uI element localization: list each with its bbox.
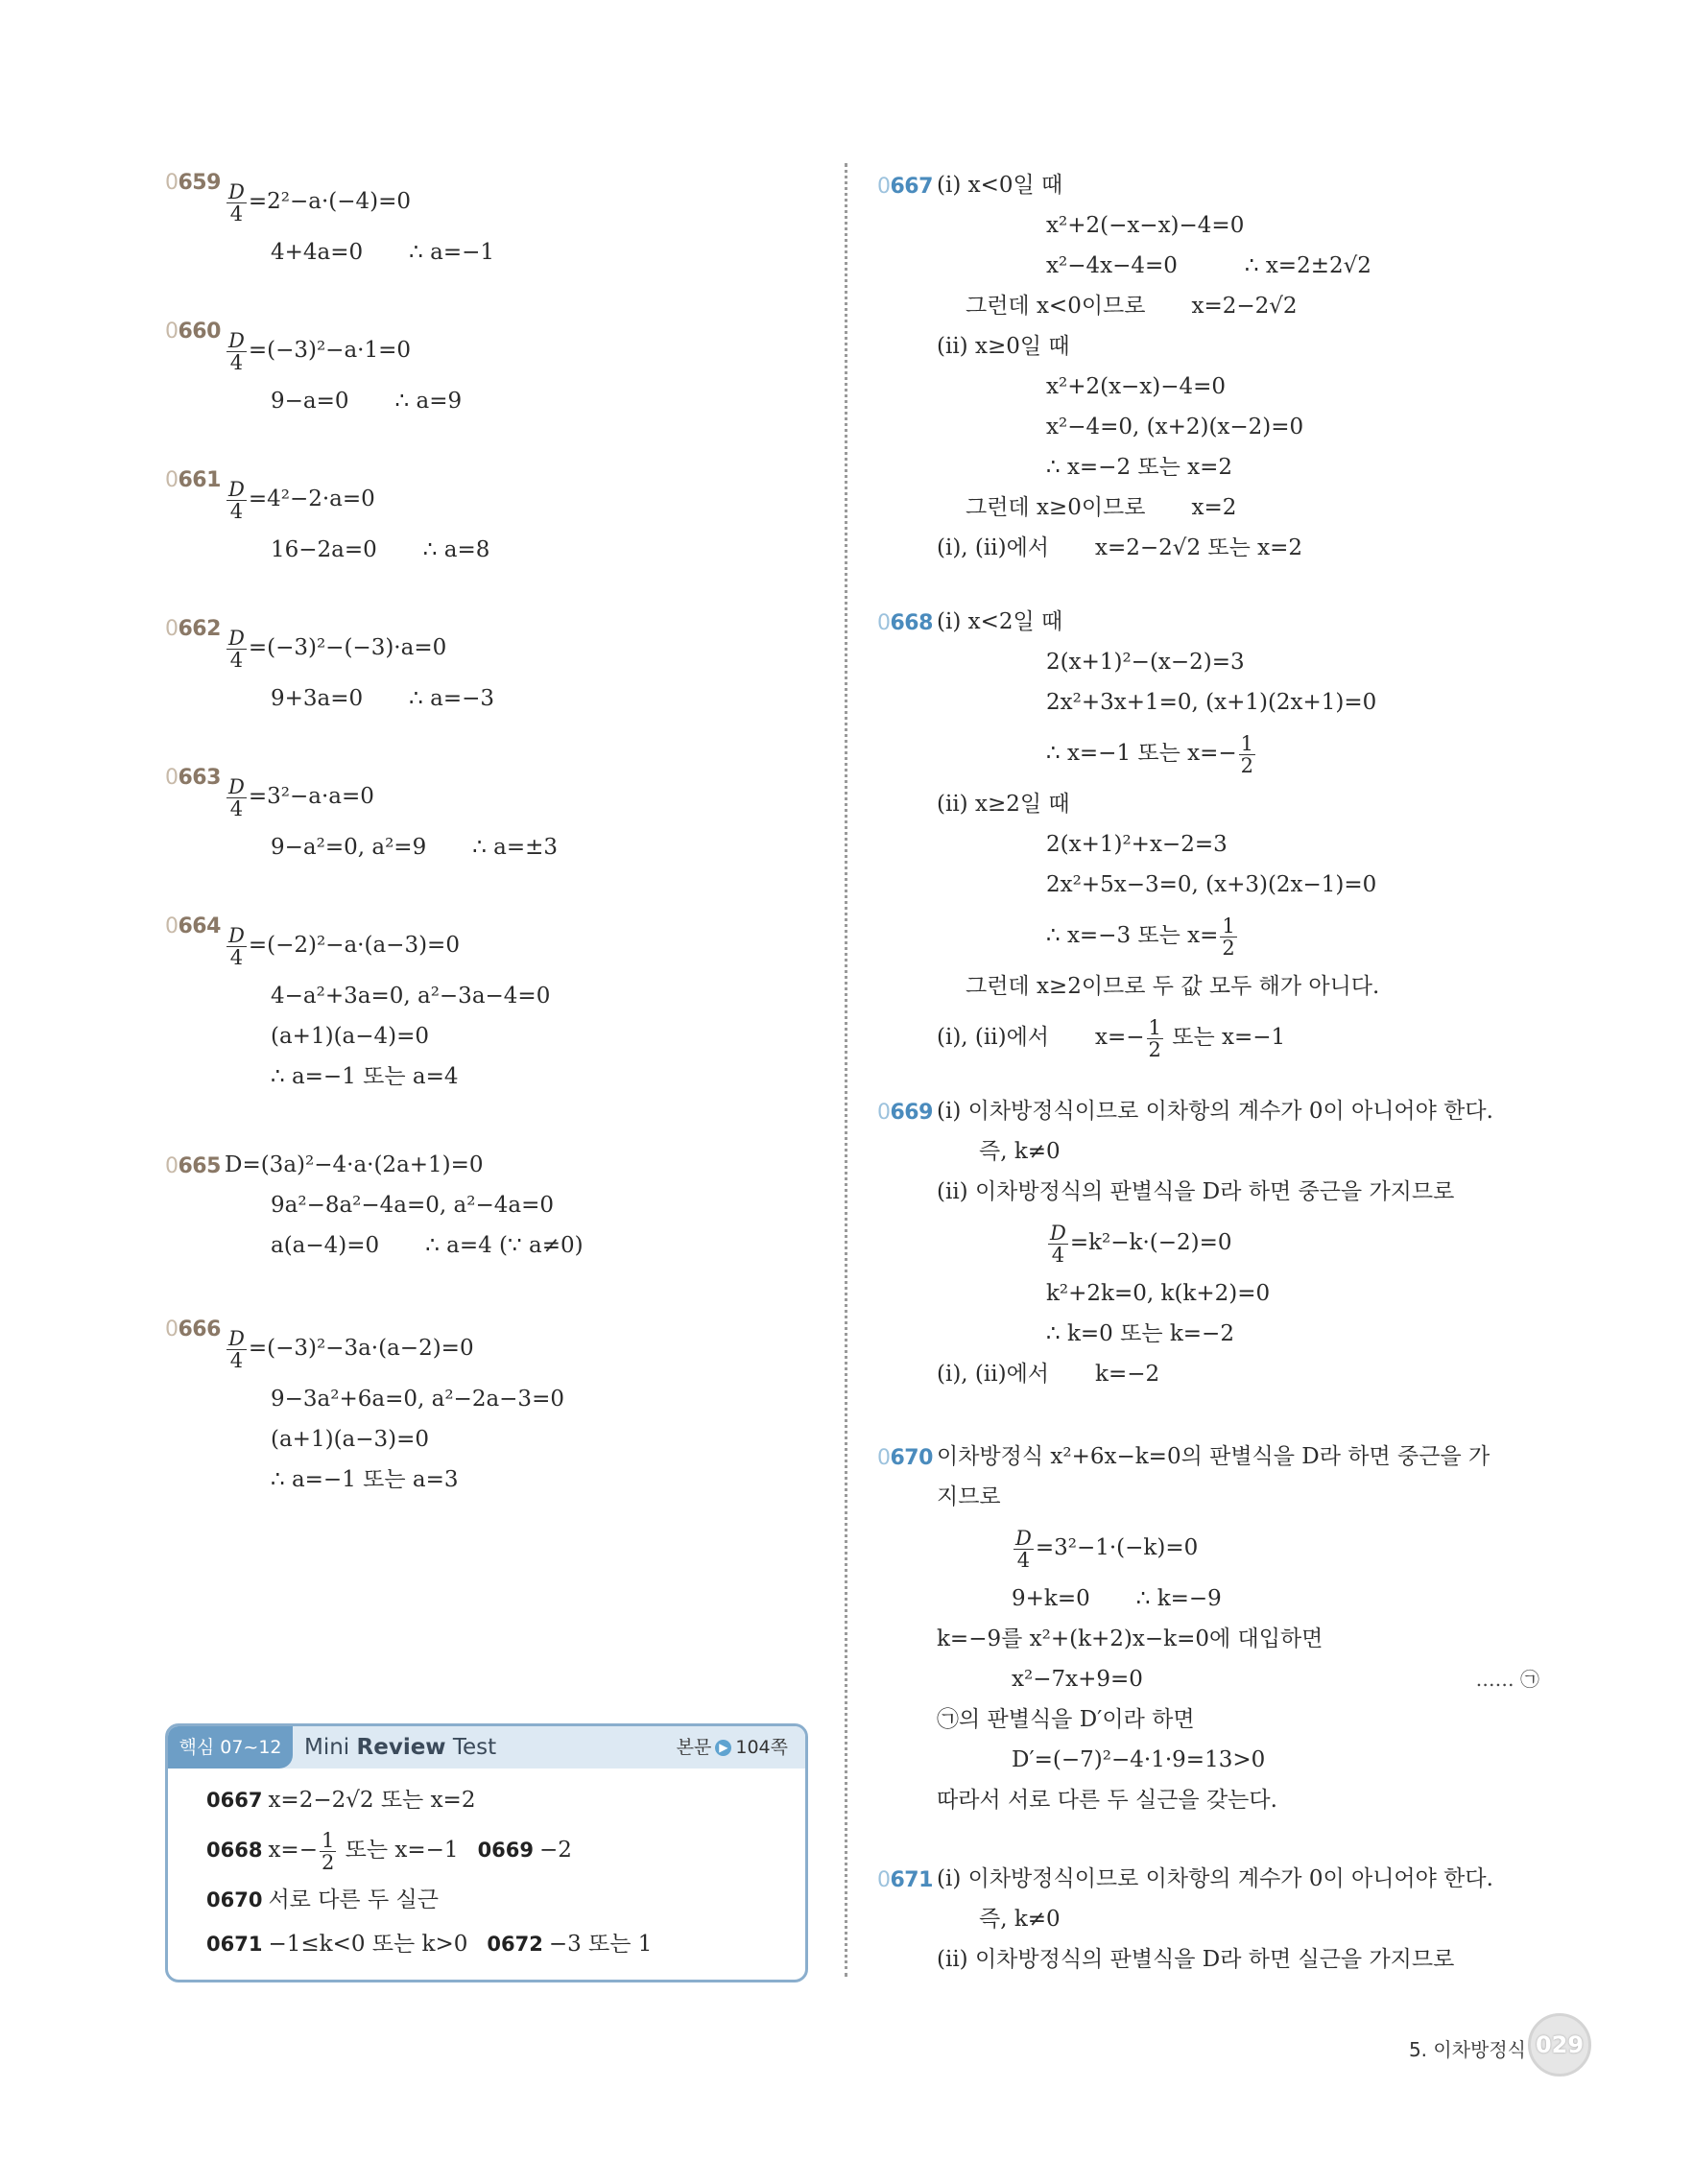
equation-line: 그런데 x<0이므로 x=2−2√2 [966,294,1298,319]
problem-0667 [877,165,1539,602]
problem-0666 [165,1318,827,1548]
equation-line: x²+2(−x−x)−4=0 [1046,213,1245,238]
equation-line: ∴ x=−2 또는 x=2 [1046,455,1233,480]
column-divider [845,163,847,1977]
equation-line: 9−a²=0, a²=9 ∴ a=±3 [271,835,559,860]
equation-line: (i) 이차방정식이므로 이차항의 계수가 0이 아니어야 한다. [937,1866,1493,1891]
equation-line: (i) x<2일 때 [937,609,1063,634]
equation-line: 9−a=0 ∴ a=9 [271,389,463,414]
equation-line: (ii) 이차방정식의 판별식을 D라 하면 중근을 가지므로 [937,1179,1455,1204]
problem-0661 [165,468,827,617]
equation-line: (ii) 이차방정식의 판별식을 D라 하면 실근을 가지므로 [937,1947,1455,1972]
equation-line: (i), (ii)에서 k=−2 [937,1362,1160,1387]
problem-number: 0669 [877,1101,933,1125]
equation-line: 4−a²+3a=0, a²−3a−4=0 [271,984,551,1009]
problem-number: 0664 [165,914,221,938]
equation-line: ∴ a=−1 또는 a=3 [271,1467,459,1492]
equation-line: $\frac{D}{4}$ =(−3)²−a·1=0 [228,328,412,374]
equation-line: 따라서 서로 다른 두 실근을 갖는다. [937,1788,1277,1813]
page-footer [1403,2013,1595,2073]
equation-line: $\frac{D}{4}$ =4²−2·a=0 [228,477,375,523]
equation-line: 그런데 x≥2이므로 두 값 모두 해가 아니다. [966,974,1380,999]
review-page-reference: 본문 ▶ 104쪽 [676,1737,788,1758]
problem-number: 0670 [877,1446,933,1470]
problem-0671 [877,1859,1539,1993]
review-answer-line: 0667 x=2−2√2 또는 x=2 [206,1788,476,1813]
page-number: 029 [1528,2013,1591,2077]
equation-line: 9+k=0 ∴ k=−9 [1012,1586,1222,1611]
mini-review-test-box [165,1723,808,1982]
fraction-half: $\frac{1}{2}$ [1222,914,1235,960]
equation-line: $\frac{D}{4}$ =(−3)²−3a·(a−2)=0 [228,1326,474,1372]
equation-line: (ii) x≥0일 때 [937,334,1070,359]
equation-line: 이차방정식 x²+6x−k=0의 판별식을 D라 하면 중근을 가 [937,1444,1490,1469]
review-answer-line: 0668 x=− $\frac{1}{2}$ 또는 x=−1 0669 −2 [206,1828,572,1874]
equation-line: $\frac{D}{4}$ =2²−a·(−4)=0 [228,179,412,226]
problem-number: 0666 [165,1318,221,1341]
equation-line: 9a²−8a²−4a=0, a²−4a=0 [271,1193,555,1218]
fraction-d-over-4: $\frac{D}{4}$ [228,328,245,374]
equation-line: 2(x+1)²−(x−2)=3 [1046,650,1245,675]
chapter-title: 5. 이차방정식 [1408,2038,1526,2061]
equation-line: 4+4a=0 ∴ a=−1 [271,240,494,265]
problem-number: 0663 [165,766,221,790]
problem-number: 0661 [165,468,221,492]
equation-line: x²+2(x−x)−4=0 [1046,374,1227,399]
review-chip: 핵심 07~12 [168,1726,293,1769]
fraction-half: $\frac{1}{2}$ [1148,1015,1161,1061]
review-answer-line: 0671 −1≤k<0 또는 k>0 0672 −3 또는 1 [206,1932,653,1957]
problem-number: 0668 [877,611,933,635]
equation-line: (i), (ii)에서 x=2−2√2 또는 x=2 [937,535,1303,560]
equation-line: ∴ a=−1 또는 a=4 [271,1064,459,1089]
equation-line: (ii) x≥2일 때 [937,792,1070,817]
equation-line: 2x²+3x+1=0, (x+1)(2x+1)=0 [1046,690,1377,715]
equation-line: D=(3a)²−4·a·(2a+1)=0 [225,1152,484,1177]
fraction-half: $\frac{1}{2}$ [321,1828,335,1874]
equation-line: (i), (ii)에서 x=− $\frac{1}{2}$ 또는 x=−1 [937,1015,1286,1061]
equation-line: a(a−4)=0 ∴ a=4 (∵ a≠0) [271,1233,584,1258]
problem-0664 [165,914,827,1145]
equation-line: 즉, k≠0 [979,1907,1061,1932]
fraction-d-over-4: $\frac{D}{4}$ [228,179,245,226]
review-answer-line: 0670 서로 다른 두 실근 [206,1887,439,1912]
equation-line: ㉠의 판별식을 D′이라 하면 [937,1707,1195,1732]
fraction-half: $\frac{1}{2}$ [1240,731,1254,777]
fraction-d-over-4: $\frac{D}{4}$ [228,923,245,969]
problem-0669 [877,1091,1539,1436]
fraction-d-over-4: $\frac{D}{4}$ [228,1326,245,1372]
equation-tag: …… ㉠ [1475,1668,1539,1691]
problem-0670 [877,1436,1539,1859]
left-column [165,171,827,1548]
problem-number: 0659 [165,171,221,195]
fraction-d-over-4: $\frac{D}{4}$ [1015,1526,1032,1572]
problem-0665 [165,1145,827,1318]
review-answers [168,1769,805,1966]
fraction-d-over-4: $\frac{D}{4}$ [1050,1221,1066,1267]
fraction-d-over-4: $\frac{D}{4}$ [228,626,245,672]
equation-line: 지므로 [937,1484,1001,1509]
equation-line: (i) 이차방정식이므로 이차항의 계수가 0이 아니어야 한다. [937,1099,1493,1124]
equation-line: ∴ x=−1 또는 x=− $\frac{1}{2}$ [1046,731,1254,777]
arrow-right-icon: ▶ [715,1740,731,1756]
right-column [877,165,1539,1993]
problem-0663 [165,766,827,914]
equation-line: 즉, k≠0 [979,1139,1061,1164]
problem-0660 [165,320,827,468]
equation-line: 2x²+5x−3=0, (x+3)(2x−1)=0 [1046,872,1377,897]
problem-number: 0660 [165,320,221,344]
problem-number: 0667 [877,175,933,199]
equation-line: $\frac{D}{4}$ =3²−a·a=0 [228,774,374,820]
equation-line: (a+1)(a−3)=0 [271,1427,430,1452]
equation-line: x²−4x−4=0 ∴ x=2±2√2 [1046,253,1371,278]
equation-line: D′=(−7)²−4·1·9=13>0 [1012,1747,1266,1772]
equation-line: 9−3a²+6a=0, a²−2a−3=0 [271,1387,564,1412]
problem-0659 [165,171,827,320]
equation-line: ∴ x=−3 또는 x= $\frac{1}{2}$ [1046,914,1235,960]
problem-number: 0662 [165,617,221,641]
problem-number: 0665 [165,1154,221,1178]
equation-line: $\frac{D}{4}$ =k²−k·(−2)=0 [1050,1221,1232,1267]
equation-line: k=−9를 x²+(k+2)x−k=0에 대입하면 [937,1626,1323,1651]
equation-line: ∴ k=0 또는 k=−2 [1046,1321,1234,1346]
equation-line: x²−4=0, (x+2)(x−2)=0 [1046,415,1304,439]
equation-line: 2(x+1)²+x−2=3 [1046,832,1228,857]
fraction-d-over-4: $\frac{D}{4}$ [228,477,245,523]
fraction-d-over-4: $\frac{D}{4}$ [228,774,245,820]
problem-0662 [165,617,827,766]
equation-line: 그런데 x≥0이므로 x=2 [966,495,1237,520]
problem-0668 [877,602,1539,1091]
equation-line: k²+2k=0, k(k+2)=0 [1046,1281,1271,1306]
equation-line: $\frac{D}{4}$ =(−3)²−(−3)·a=0 [228,626,447,672]
equation-line: (a+1)(a−4)=0 [271,1024,430,1049]
equation-line: 16−2a=0 ∴ a=8 [271,537,490,562]
equation-line: $\frac{D}{4}$ =(−2)²−a·(a−3)=0 [228,923,460,969]
equation-line: 9+3a=0 ∴ a=−3 [271,686,494,711]
equation-line: x²−7x+9=0 …… ㉠ [1012,1659,1539,1699]
review-header [168,1726,805,1769]
review-title: Mini Review Test [304,1735,497,1760]
equation-line: (i) x<0일 때 [937,173,1063,198]
problem-number: 0671 [877,1868,933,1892]
equation-line: $\frac{D}{4}$ =3²−1·(−k)=0 [1015,1526,1199,1572]
